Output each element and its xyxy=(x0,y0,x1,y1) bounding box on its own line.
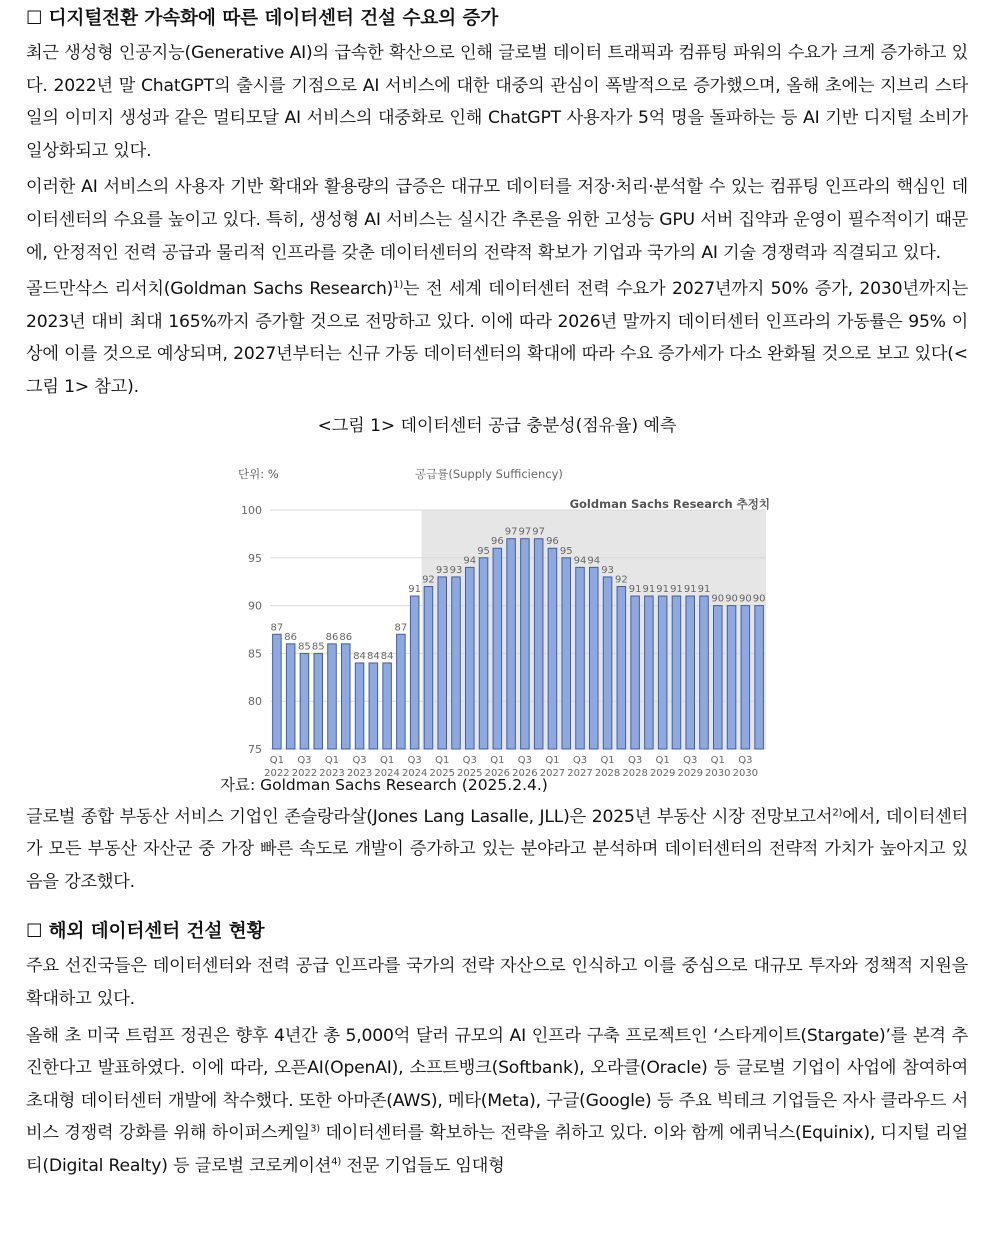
x-tick-year: 2026 xyxy=(512,767,538,779)
bar xyxy=(727,605,736,748)
bar-value-label: 92 xyxy=(614,574,628,586)
bar-value-label: 84 xyxy=(366,650,380,662)
bar-value-label: 84 xyxy=(353,650,366,662)
bar xyxy=(548,548,557,749)
paragraph-4-text-a: 글로벌 종합 부동산 서비스 기업인 존슬랑라살(Jones Lang Lasalle, JLL)은 2025년 부동산 시장 전망보고서 xyxy=(26,806,833,827)
chart-unit-label: 단위: % xyxy=(238,466,279,481)
y-tick-label: 95 xyxy=(248,551,262,565)
bar xyxy=(300,653,309,749)
bar xyxy=(617,586,626,749)
section-heading-2 xyxy=(26,914,968,950)
bar-value-label: 94 xyxy=(573,554,587,566)
bar-value-label: 86 xyxy=(325,631,339,643)
paragraph-6-text-a: 올해 초 미국 트럼프 정권은 향후 4년간 총 5,000억 달러 규모의 AI 인프라 구축 프로젝트인 ‘스타게이트(Stargate)’를 본격 추진한다고 발표하였다. 이에 따라, 오픈AI(OpenAI), 소프트뱅크(Softbank), 오라클(Oracle) 등 글로벌 기업이 사업에 참여하여 초대형 데이터센터 개발에 착수했다. 또한 아마존(AWS), 메타(Meta), 구글(Google) 등 주요 빅테크 기업들은 자사 클라우드 서비스 경쟁력 강화를 위해 하이퍼스케일 xyxy=(26,1025,968,1144)
bar-value-label: 97 xyxy=(504,526,518,538)
bar xyxy=(534,538,543,748)
bar xyxy=(273,634,282,749)
bar-value-label: 93 xyxy=(601,564,614,576)
supply-chart-svg xyxy=(218,444,778,779)
bar xyxy=(438,576,447,748)
paragraph-3-text-b: 는 전 세계 데이터센터 전력 수요가 2027년까지 50% 증가, 2030년까지는 2023년 대비 최대 165%까지 증가할 것으로 전망하고 있다. 이에 따라 2026년 말까지 데이터센터 인프라의 가동률은 95% 이상에 이를 것으로 예상되며, 2027년부터는 신규 가동 데이터센터의 확대에 따라 수요 증가세가 다소 완화될 것으로 보고 있다(<그림 1> 참고). xyxy=(26,279,968,397)
x-tick-year: 2025 xyxy=(457,767,483,779)
bar xyxy=(479,557,488,748)
footnote-ref-2[interactable]: 2) xyxy=(832,806,843,818)
bar xyxy=(755,605,764,748)
bar xyxy=(342,643,351,748)
bar-value-label: 95 xyxy=(559,545,573,557)
paragraph-6-text-c: 전문 기업들도 임대형 xyxy=(341,1155,505,1176)
bar-value-label: 91 xyxy=(683,583,697,595)
footnote-ref-1[interactable]: 1) xyxy=(393,279,404,291)
bar-value-label: 87 xyxy=(270,621,284,633)
bar-value-label: 87 xyxy=(394,621,408,633)
chart-annotation: Goldman Sachs Research 추정치 xyxy=(569,496,770,511)
x-tick-year: 2030 xyxy=(732,767,759,779)
bar-value-label: 90 xyxy=(725,593,738,605)
paragraph-6 xyxy=(26,1020,968,1183)
x-tick-year: 2026 xyxy=(484,767,511,779)
y-tick-label: 85 xyxy=(248,646,262,660)
x-tick-year: 2024 xyxy=(374,767,400,779)
y-tick-label: 75 xyxy=(248,742,262,756)
paragraph-3-text-a: 골드만삭스 리서치(Goldman Sachs Research) xyxy=(26,279,394,300)
bar-value-label: 96 xyxy=(490,535,504,547)
bar-value-label: 96 xyxy=(546,535,559,547)
bar-value-label: 90 xyxy=(711,593,725,605)
bar-value-label: 90 xyxy=(738,593,752,605)
bar xyxy=(286,643,295,748)
paragraph-1: 최근 생성형 인공지능(Generative AI)의 급속한 확산으로 인해 글로벌 데이터 트래픽과 컴퓨팅 파워의 수요가 크게 증가하고 있다. 2022년 말 ChatGPT의 출시를 기점으로 AI 서비스에 대한 대중의 관심이 폭발적으로 증가했으며, 올해 초에는 지브리 스타일의 이미지 생성과 같은 멀티모달 AI 서비스의 대중화로 인해 ChatGPT 사용자가 5억 명을 돌파하는 등 AI 기반 디지털 소비가 일상화되고 있다. xyxy=(26,43,968,161)
bar xyxy=(507,538,516,748)
bar xyxy=(314,653,323,749)
checkbox-marker-icon: ☐ xyxy=(26,8,43,29)
x-tick-year: 2029 xyxy=(649,767,676,779)
x-tick-year: 2029 xyxy=(677,767,703,779)
bar-value-label: 90 xyxy=(752,593,766,605)
x-tick-quarter: Q1 xyxy=(710,754,725,766)
document-page xyxy=(26,0,968,1186)
bar xyxy=(452,576,461,748)
bar-value-label: 91 xyxy=(408,583,422,595)
bar-value-label: 91 xyxy=(628,583,642,595)
footnote-ref-4[interactable]: 4) xyxy=(331,1156,342,1168)
x-tick-year: 2022 xyxy=(291,767,318,779)
bar xyxy=(631,596,640,749)
x-tick-year: 2028 xyxy=(622,767,648,779)
x-tick-quarter: Q1 xyxy=(490,754,505,766)
x-tick-quarter: Q3 xyxy=(572,754,588,766)
bar-value-label: 85 xyxy=(311,640,325,652)
bar-value-label: 97 xyxy=(532,526,546,538)
bar xyxy=(603,576,612,748)
bar-value-label: 85 xyxy=(298,640,311,652)
paragraph-4-text-b: 에서, 데이터센터가 모든 부동산 자산군 중 가장 빠른 속도로 개발이 증가하고 있는 분야라고 분석하며 데이터센터의 전략적 가치가 높아지고 있음을 강조했다. xyxy=(26,806,969,892)
bar xyxy=(328,643,337,748)
bar-value-label: 94 xyxy=(587,554,601,566)
bar xyxy=(700,596,709,749)
x-tick-quarter: Q1 xyxy=(435,754,450,766)
bar xyxy=(714,605,723,748)
x-tick-year: 2023 xyxy=(319,767,345,779)
bar xyxy=(369,662,378,748)
bar-value-label: 86 xyxy=(284,631,298,643)
bar xyxy=(424,586,433,749)
chart-title: 공급률(Supply Sufficiency) xyxy=(415,466,563,481)
section-heading-1 xyxy=(26,1,968,37)
x-tick-quarter: Q3 xyxy=(517,754,533,766)
bar xyxy=(576,567,585,749)
x-tick-year: 2027 xyxy=(567,767,593,779)
x-tick-year: 2028 xyxy=(594,767,621,779)
x-tick-quarter: Q3 xyxy=(738,754,753,766)
footnote-ref-3[interactable]: 3) xyxy=(310,1123,320,1135)
y-tick-label: 80 xyxy=(248,694,262,708)
x-tick-quarter: Q1 xyxy=(379,754,395,766)
x-tick-quarter: Q1 xyxy=(545,754,560,766)
x-tick-year: 2023 xyxy=(346,767,373,779)
bar-value-label: 95 xyxy=(477,545,490,557)
paragraph-3 xyxy=(26,273,968,403)
section-title-2: 해외 데이터센터 건설 현황 xyxy=(48,921,265,943)
x-tick-quarter: Q3 xyxy=(627,754,643,766)
bar-value-label: 91 xyxy=(670,583,683,595)
x-tick-quarter: Q3 xyxy=(683,754,698,766)
bar xyxy=(383,662,392,748)
x-tick-year: 2025 xyxy=(429,767,455,779)
x-tick-year: 2027 xyxy=(539,767,566,779)
bar-value-label: 91 xyxy=(642,583,656,595)
bar xyxy=(741,605,750,748)
bar xyxy=(493,548,502,749)
x-tick-year: 2030 xyxy=(705,767,731,779)
bar-value-label: 97 xyxy=(518,526,532,538)
x-tick-quarter: Q1 xyxy=(655,754,670,766)
bar xyxy=(672,596,681,749)
bar xyxy=(686,596,695,749)
paragraph-2: 이러한 AI 서비스의 사용자 기반 확대와 활용량의 급증은 대규모 데이터를 저장·처리·분석할 수 있는 컴퓨팅 인프라의 핵심인 데이터센터의 수요를 높이고 있다. 특히, 생성형 AI 서비스는 실시간 추론을 위한 고성능 GPU 서버 집약과 운영이 필수적이기 때문에, 안정적인 전력 공급과 물리적 인프라를 갖춘 데이터센터의 전략적 확보가 기업과 국가의 AI 기술 경쟁력과 직결되고 있다. xyxy=(26,177,968,263)
bar-value-label: 86 xyxy=(339,631,353,643)
bar xyxy=(466,567,475,749)
bar xyxy=(645,596,654,749)
bar-value-label: 93 xyxy=(449,564,463,576)
bar xyxy=(355,662,364,748)
bar xyxy=(521,538,530,748)
y-tick-label: 90 xyxy=(248,599,262,613)
bar-value-label: 92 xyxy=(422,574,435,586)
bar-value-label: 94 xyxy=(463,554,477,566)
figure-source: 자료: Goldman Sachs Research (2025.2.4.) xyxy=(220,775,548,794)
x-tick-year: 2022 xyxy=(264,767,290,779)
x-tick-year: 2024 xyxy=(401,767,428,779)
bar-value-label: 93 xyxy=(435,564,449,576)
bar-value-label: 84 xyxy=(380,650,394,662)
bar-value-label: 91 xyxy=(697,583,711,595)
checkbox-marker-icon: ☐ xyxy=(26,921,43,943)
bar xyxy=(410,596,419,749)
x-tick-quarter: Q1 xyxy=(324,754,340,766)
x-tick-quarter: Q3 xyxy=(352,754,367,766)
paragraph-5: 주요 선진국들은 데이터센터와 전력 공급 인프라를 국가의 전략 자산으로 인식하고 이를 중심으로 대규모 투자와 정책적 지원을 확대하고 있다. xyxy=(26,956,968,1009)
paragraph-6-text-b: 데이터센터를 확보하는 전략을 취하고 있다. 이와 함께 에퀴닉스(Equinix), 디지털 리얼티(Digital Realty) 등 글로벌 코로케이션 xyxy=(26,1123,968,1176)
y-tick-label: 100 xyxy=(241,503,262,517)
bar xyxy=(397,634,406,749)
bar xyxy=(562,557,571,748)
section-title-1: 디지털전환 가속화에 따른 데이터센터 건설 수요의 증가 xyxy=(48,8,499,29)
x-tick-quarter: Q3 xyxy=(462,754,477,766)
x-tick-quarter: Q3 xyxy=(297,754,312,766)
x-tick-quarter: Q1 xyxy=(600,754,615,766)
supply-chart xyxy=(218,444,778,779)
x-tick-quarter: Q3 xyxy=(407,754,422,766)
bar xyxy=(658,596,667,749)
bar-value-label: 91 xyxy=(656,583,670,595)
paragraph-4 xyxy=(26,801,968,899)
figure-caption: <그림 1> 데이터센터 공급 충분성(점유율) 예측 xyxy=(317,415,677,436)
x-tick-quarter: Q1 xyxy=(269,754,285,766)
bar xyxy=(590,567,599,749)
